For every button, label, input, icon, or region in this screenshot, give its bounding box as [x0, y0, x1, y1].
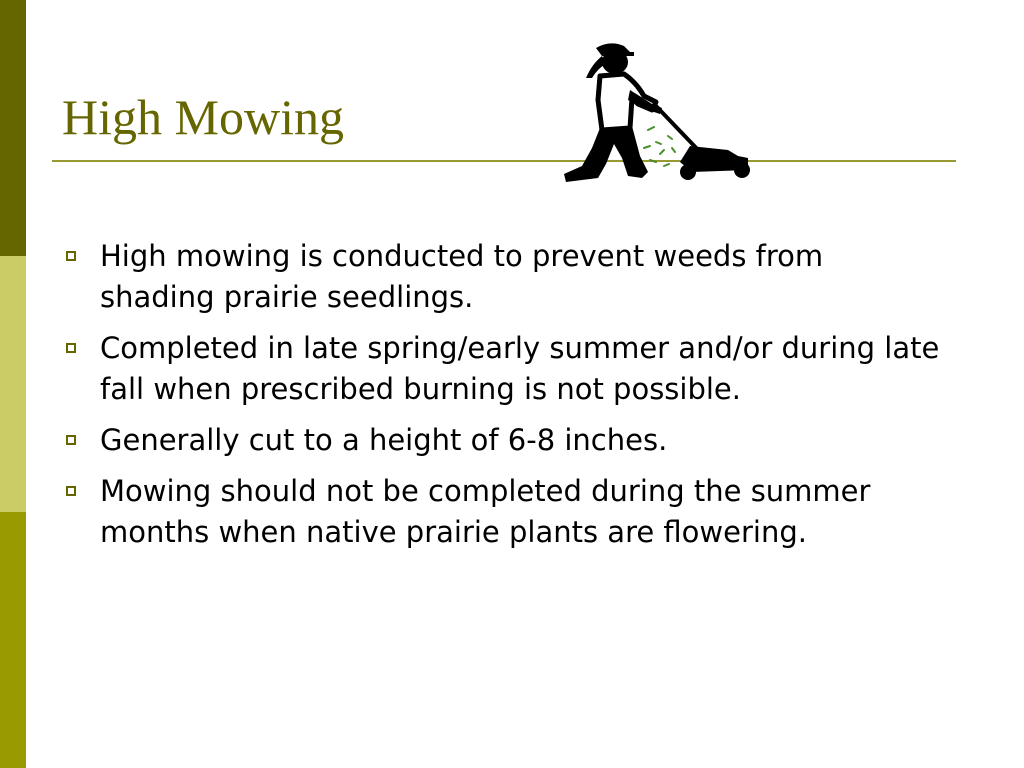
- accent-bar-segment-light: [0, 256, 26, 512]
- square-bullet-icon: [66, 486, 76, 496]
- square-bullet-icon: [66, 435, 76, 445]
- bullet-text: Generally cut to a height of 6-8 inches.: [100, 423, 668, 457]
- bullet-list: [62, 236, 942, 563]
- list-item: [62, 471, 942, 553]
- title-divider: [52, 160, 956, 162]
- grass-clippings: [644, 127, 675, 166]
- accent-bar-segment-dark: [0, 0, 26, 256]
- list-item: [62, 328, 942, 410]
- bullet-text: High mowing is conducted to prevent weeds from shading prairie seedlings.: [100, 239, 824, 314]
- square-bullet-icon: [66, 251, 76, 261]
- square-bullet-icon: [66, 343, 76, 353]
- person-mowing-lawn-icon: [552, 38, 756, 188]
- list-item: [62, 420, 942, 461]
- accent-bar-segment-olive: [0, 512, 26, 768]
- bullet-text: Completed in late spring/early summer and/or during late fall when prescribed burning is not possible.: [100, 331, 940, 406]
- left-accent-bar: [0, 0, 26, 768]
- slide-title: High Mowing: [62, 89, 344, 145]
- list-item: [62, 236, 942, 318]
- bullet-text: Mowing should not be completed during the summer months when native prairie plants are flowering.: [100, 474, 871, 549]
